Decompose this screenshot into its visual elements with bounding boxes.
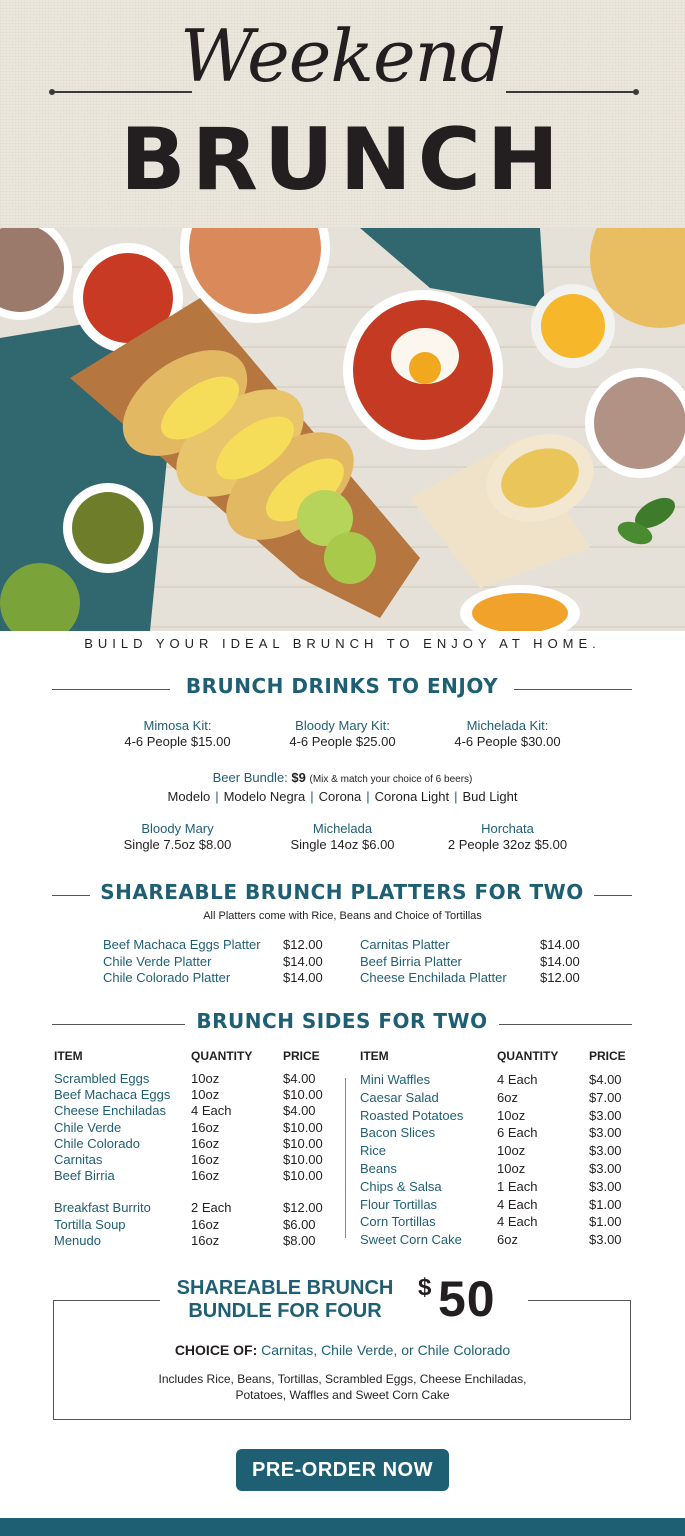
- beer-separator: |: [215, 789, 219, 804]
- bundle-includes-line: Potatoes, Waffles and Sweet Corn Cake: [235, 1388, 450, 1402]
- side-item-name: Sweet Corn Cake: [360, 1232, 462, 1248]
- side-item-price: $1.00: [589, 1196, 622, 1212]
- side-item-name: Cheese Enchiladas: [54, 1103, 167, 1119]
- side-item-price: $6.00: [283, 1216, 316, 1232]
- sides-row: [54, 1087, 323, 1103]
- bundle-choice: [0, 1342, 685, 1358]
- side-item-quantity: 10oz: [191, 1071, 220, 1086]
- column-header-quantity: QUANTITY: [191, 1049, 253, 1063]
- drinks-heading-text: BRUNCH DRINKS TO ENJOY: [185, 674, 499, 698]
- drink-kit-name: Mimosa Kit:: [143, 718, 212, 733]
- side-item-name: Mini Waffles: [360, 1072, 431, 1087]
- header-banner: [0, 0, 685, 228]
- side-item-price: $7.00: [589, 1089, 622, 1105]
- sides-row: [360, 1178, 626, 1196]
- side-item-price: $12.00: [283, 1200, 323, 1216]
- side-item-price: $10.00: [283, 1119, 323, 1135]
- sides-group: [360, 1071, 626, 1249]
- side-item-name: Tortilla Soup: [54, 1216, 126, 1232]
- side-item-name: Scrambled Eggs: [54, 1071, 150, 1086]
- side-item-price: $3.00: [589, 1107, 622, 1123]
- side-item-quantity: 4 Each: [191, 1103, 232, 1119]
- beer-list: [0, 788, 685, 805]
- bundle-title-line: SHAREABLE BRUNCH: [176, 1277, 394, 1299]
- food-photo: [0, 228, 685, 631]
- beer-separator: |: [454, 789, 458, 804]
- side-item-name: Menudo: [54, 1232, 101, 1248]
- beer-bundle-note: (Mix & match your choice of 6 beers): [309, 774, 473, 785]
- platter-name: Chile Verde Platter: [103, 953, 212, 969]
- sides-row: [360, 1142, 626, 1160]
- sides-row: [360, 1231, 626, 1249]
- bundle-price-value: 50: [438, 1271, 496, 1327]
- drink-kit-detail: 4-6 People $15.00: [124, 734, 231, 749]
- sides-right-table: [360, 1049, 626, 1249]
- platter-price: $14.00: [540, 937, 580, 952]
- beer-separator: |: [366, 789, 370, 804]
- side-item-quantity: 4 Each: [497, 1214, 538, 1230]
- drink-single: [260, 821, 425, 853]
- side-item-quantity: 4 Each: [497, 1072, 538, 1087]
- side-item-quantity: 10oz: [497, 1107, 526, 1123]
- side-item-price: $3.00: [589, 1160, 622, 1176]
- drink-kit: [425, 718, 590, 750]
- side-item-name: Breakfast Burrito: [54, 1200, 151, 1216]
- drinks-heading: [52, 674, 632, 704]
- bundle-choice-label: CHOICE OF:: [174, 1342, 258, 1358]
- sides-row: [360, 1213, 626, 1231]
- platters-subtitle: All Platters come with Rice, Beans and Choice of Tortillas: [203, 910, 482, 922]
- side-item-quantity: 16oz: [191, 1168, 220, 1184]
- side-item-quantity: 16oz: [191, 1135, 220, 1151]
- bundle-title: [160, 1277, 410, 1323]
- tagline: BUILD YOUR IDEAL BRUNCH TO ENJOY AT HOME.: [84, 636, 601, 651]
- platter-row: [103, 970, 323, 987]
- sides-group: [54, 1071, 323, 1184]
- side-item-name: Chile Colorado: [54, 1135, 140, 1151]
- beer-separator: |: [310, 789, 314, 804]
- beer-bundle-price: $9: [291, 770, 306, 785]
- bundle-title-line: BUNDLE FOR FOUR: [188, 1300, 382, 1322]
- side-item-name: Flour Tortillas: [360, 1196, 438, 1212]
- drink-single-detail: 2 People 32oz $5.00: [447, 837, 568, 852]
- sides-row: [54, 1168, 323, 1184]
- beer-option: Corona Light: [374, 789, 450, 804]
- side-item-name: Chips & Salsa: [360, 1178, 442, 1194]
- sides-row: [54, 1120, 323, 1136]
- column-header-price: PRICE: [283, 1049, 320, 1063]
- pre-order-button[interactable]: PRE-ORDER NOW: [236, 1449, 449, 1491]
- sides-row: [360, 1107, 626, 1125]
- column-header-item: ITEM: [54, 1049, 83, 1063]
- sides-row: [54, 1233, 323, 1249]
- side-item-price: $10.00: [283, 1087, 323, 1103]
- side-item-quantity: 10oz: [191, 1087, 220, 1103]
- platter-price: $14.00: [540, 953, 580, 969]
- sides-group: [54, 1200, 323, 1249]
- side-item-name: Roasted Potatoes: [360, 1107, 464, 1123]
- drink-single: [95, 821, 260, 853]
- side-item-quantity: 10oz: [497, 1160, 526, 1176]
- sides-row: [54, 1200, 323, 1216]
- sides-row: [360, 1089, 626, 1107]
- platters-left-list: [103, 937, 323, 987]
- drink-singles: [95, 821, 590, 853]
- platter-price: $12.00: [540, 970, 580, 985]
- side-item-price: $4.00: [589, 1072, 622, 1087]
- side-item-price: $4.00: [283, 1103, 316, 1119]
- drink-kit: [95, 718, 260, 750]
- side-item-name: Beef Birria: [54, 1168, 115, 1184]
- side-item-name: Beef Machaca Eggs: [54, 1087, 171, 1103]
- platter-row: [103, 954, 323, 971]
- drink-kit: [260, 718, 425, 750]
- sides-row: [54, 1071, 323, 1087]
- drink-kit-name: Bloody Mary Kit:: [295, 718, 390, 733]
- bundle-includes-line: Includes Rice, Beans, Tortillas, Scrambled Eggs, Cheese Enchiladas,: [158, 1372, 527, 1386]
- platter-row: [360, 970, 580, 987]
- side-item-quantity: 6oz: [497, 1089, 518, 1105]
- sides-row: [360, 1124, 626, 1142]
- platter-price: $12.00: [283, 937, 323, 952]
- platter-name: Beef Birria Platter: [360, 953, 462, 969]
- sides-header-row: [54, 1049, 323, 1071]
- column-header-price: PRICE: [589, 1049, 626, 1063]
- platters-right-list: [360, 937, 580, 987]
- beer-option: Corona: [318, 789, 362, 804]
- side-item-price: $4.00: [283, 1071, 316, 1086]
- drink-single-name: Bloody Mary: [141, 821, 214, 836]
- beer-bundle-label: Beer Bundle:: [212, 770, 288, 785]
- side-item-quantity: 1 Each: [497, 1178, 538, 1194]
- bundle-includes: [0, 1371, 685, 1403]
- platter-price: $14.00: [283, 953, 323, 969]
- drink-kits: [95, 718, 590, 750]
- beer-option: Bud Light: [462, 789, 518, 804]
- platter-row: [103, 937, 323, 954]
- platters-heading: [52, 880, 632, 910]
- side-item-quantity: 6 Each: [497, 1125, 538, 1141]
- sides-heading: [52, 1009, 632, 1039]
- side-item-name: Rice: [360, 1143, 387, 1159]
- platter-name: Carnitas Platter: [360, 937, 450, 952]
- side-item-price: $10.00: [283, 1168, 323, 1184]
- bundle-choice-options: Carnitas, Chile Verde, or Chile Colorado: [261, 1342, 511, 1358]
- platter-row: [360, 937, 580, 954]
- platter-name: Cheese Enchilada Platter: [360, 970, 507, 985]
- side-item-price: $3.00: [589, 1143, 622, 1159]
- beer-option: Modelo Negra: [223, 789, 306, 804]
- sides-left-table: [54, 1049, 323, 1249]
- sides-row: [360, 1071, 626, 1089]
- platter-name: Chile Colorado Platter: [103, 970, 231, 985]
- side-item-quantity: 16oz: [191, 1216, 220, 1232]
- column-header-quantity: QUANTITY: [497, 1049, 559, 1063]
- side-item-name: Corn Tortillas: [360, 1214, 436, 1230]
- sides-row: [54, 1136, 323, 1152]
- drink-single-detail: Single 14oz $6.00: [290, 837, 395, 852]
- title-script: Weekend: [179, 14, 506, 98]
- side-item-price: $3.00: [589, 1125, 622, 1141]
- side-item-quantity: 2 Each: [191, 1200, 232, 1216]
- sides-row: [360, 1196, 626, 1214]
- side-item-price: $10.00: [283, 1151, 323, 1167]
- platters-heading-text: SHAREABLE BRUNCH PLATTERS FOR TWO: [100, 880, 584, 904]
- food-photo-illustration: [0, 228, 685, 631]
- bundle-price-symbol: $: [418, 1274, 432, 1301]
- sides-heading-text: BRUNCH SIDES FOR TWO: [196, 1009, 488, 1033]
- sides-row: [54, 1217, 323, 1233]
- column-divider: [345, 1078, 346, 1238]
- side-item-price: $10.00: [283, 1135, 323, 1151]
- side-item-quantity: 10oz: [497, 1143, 526, 1159]
- title-block: BRUNCH: [120, 110, 565, 210]
- drink-kit-detail: 4-6 People $30.00: [454, 734, 561, 749]
- beer-bundle: [0, 769, 685, 805]
- side-item-name: Beans: [360, 1160, 397, 1176]
- column-header-item: ITEM: [360, 1049, 389, 1063]
- drink-kit-name: Michelada Kit:: [466, 718, 549, 733]
- side-item-quantity: 16oz: [191, 1119, 220, 1135]
- platter-row: [360, 954, 580, 971]
- sides-row: [360, 1160, 626, 1178]
- sides-row: [54, 1103, 323, 1119]
- drink-single-name: Horchata: [481, 821, 534, 836]
- platter-name: Beef Machaca Eggs Platter: [103, 937, 261, 952]
- platter-price: $14.00: [283, 970, 323, 985]
- side-item-quantity: 16oz: [191, 1232, 220, 1248]
- drink-kit-detail: 4-6 People $25.00: [289, 734, 396, 749]
- side-item-quantity: 6oz: [497, 1232, 518, 1248]
- beer-option: Modelo: [167, 789, 211, 804]
- side-item-price: $3.00: [589, 1232, 622, 1248]
- side-item-name: Chile Verde: [54, 1119, 122, 1135]
- side-item-name: Bacon Slices: [360, 1125, 436, 1141]
- footer-bar: [0, 1518, 685, 1536]
- drink-single: [425, 821, 590, 853]
- side-item-quantity: 16oz: [191, 1151, 220, 1167]
- drink-single-detail: Single 7.5oz $8.00: [123, 837, 232, 852]
- side-item-name: Carnitas: [54, 1151, 103, 1167]
- sides-header-row: [360, 1049, 626, 1071]
- side-item-name: Caesar Salad: [360, 1089, 439, 1105]
- drink-single-name: Michelada: [312, 821, 373, 836]
- sides-row: [54, 1152, 323, 1168]
- side-item-price: $8.00: [283, 1232, 316, 1248]
- side-item-price: $1.00: [589, 1214, 622, 1230]
- side-item-quantity: 4 Each: [497, 1196, 538, 1212]
- side-item-price: $3.00: [589, 1178, 622, 1194]
